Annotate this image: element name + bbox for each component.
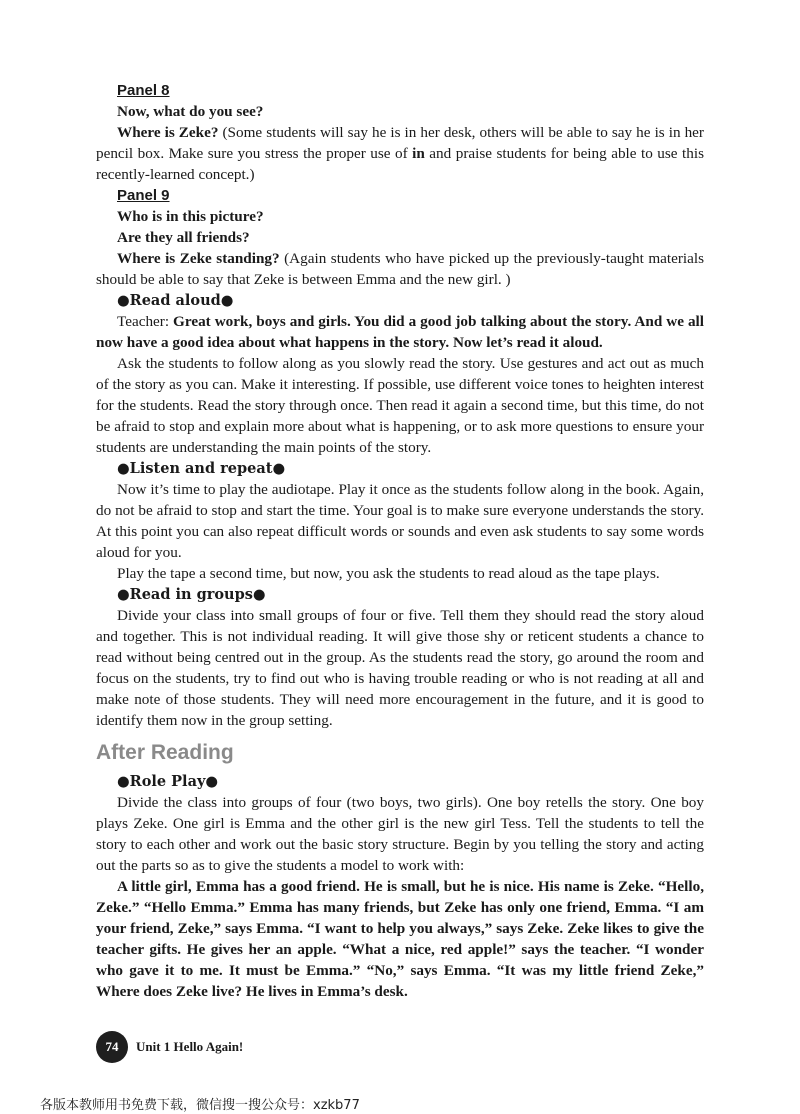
read-groups-heading: ●Read in groups● xyxy=(117,586,266,603)
listen-repeat-paragraph-1: Now it’s time to play the audiotape. Play it once as the students follow along in the book. Again, do not be afraid to stop and start the time. Your goal is to make sure everyone understands the story. At this point you can also repeat difficult words or sounds and even ask students to say some words aloud for you. xyxy=(96,481,704,561)
panel9-question-1: Who is in this picture? xyxy=(117,208,264,225)
listen-repeat-paragraph-2: Play the tape a second time, but now, you ask the students to read aloud as the tape plays. xyxy=(117,565,660,582)
panel8-question-1: Now, what do you see? xyxy=(117,103,264,120)
read-aloud-paragraph: Ask the students to follow along as you slowly read the story. Use gestures and act out as much of the story as you can. Make it interesting. If possible, use different voice tones to heighten interest for the students. Read the story through once. Then read it again a second time, but this time, do not be afraid to stop and explain more about what is happening, or to ask more questions to ensure your students are understanding the main points of the story. xyxy=(96,355,704,456)
panel9-question-2: Are they all friends? xyxy=(117,229,250,246)
unit-label: Unit 1 Hello Again! xyxy=(136,1039,244,1054)
panel8-heading: Panel 8 xyxy=(117,82,170,99)
page-content xyxy=(96,80,704,1002)
read-aloud-heading: ●Read aloud● xyxy=(117,292,234,309)
teacher-line: Teacher: Great work, boys and girls. You did a good job talking about the story. And we all now have a good idea about what happens in the story. Now let’s read it aloud. xyxy=(96,313,704,351)
page-number-badge: 74 xyxy=(96,1031,128,1063)
listen-repeat-heading: ●Listen and repeat● xyxy=(117,460,286,477)
panel9-heading: Panel 9 xyxy=(117,187,170,204)
after-reading-title: After Reading xyxy=(96,741,234,764)
panel8-question-2: Where is Zeke? (Some students will say he is in her desk, others will be able to say he is in her pencil box. Make sure you stress the proper use of in and praise students for being able to use this recently-learned concept.) xyxy=(96,124,704,183)
panel9-question-3: Where is Zeke standing? (Again students who have picked up the previously-taught materials should be able to say that Zeke is between Emma and the new girl. ) xyxy=(96,250,704,288)
watermark-text: 各版本教师用书免费下载，微信搜一搜公众号：xzkb77 xyxy=(40,1098,360,1113)
story-text: A little girl, Emma has a good friend. He is small, but he is nice. His name is Zeke. “Hello, Zeke.” “Hello Emma.” Emma has many friends, but Zeke has only one friend, Emma. “I am your friend, Zeke,” says Emma. “I want to help you always,” says Zeke. Zeke likes to give the teacher gifts. He gives her an apple. “What a nice, red apple!” says the teacher. “I wonder who gave it to me. It must be Emma.” “No,” says Emma. “It was my little friend Zeke,” Where does Zeke live? He lives in Emma’s desk. xyxy=(96,878,704,1000)
page-footer xyxy=(96,1030,243,1064)
role-play-heading: ●Role Play● xyxy=(117,773,219,790)
role-play-paragraph: Divide the class into groups of four (two boys, two girls). One boy retells the story. One boy plays Zeke. One girl is Emma and the other girl is the new girl Tess. Tell the students to tell the story to each other and work out the basic story structure. Begin by you telling the story and acting out the parts so as to give the students a model to work with: xyxy=(96,794,704,874)
read-groups-paragraph: Divide your class into small groups of four or five. Tell them they should read the story aloud and together. This is not individual reading. It will give those shy or reticent students a chance to read without being centred out in the group. As the students read the story, go around the room and focus on the students, try to find out who is having trouble reading or who is not reading at all and make note of those students. They will need more encouragement in the future, and it is good to identify them now in the group setting. xyxy=(96,607,704,729)
